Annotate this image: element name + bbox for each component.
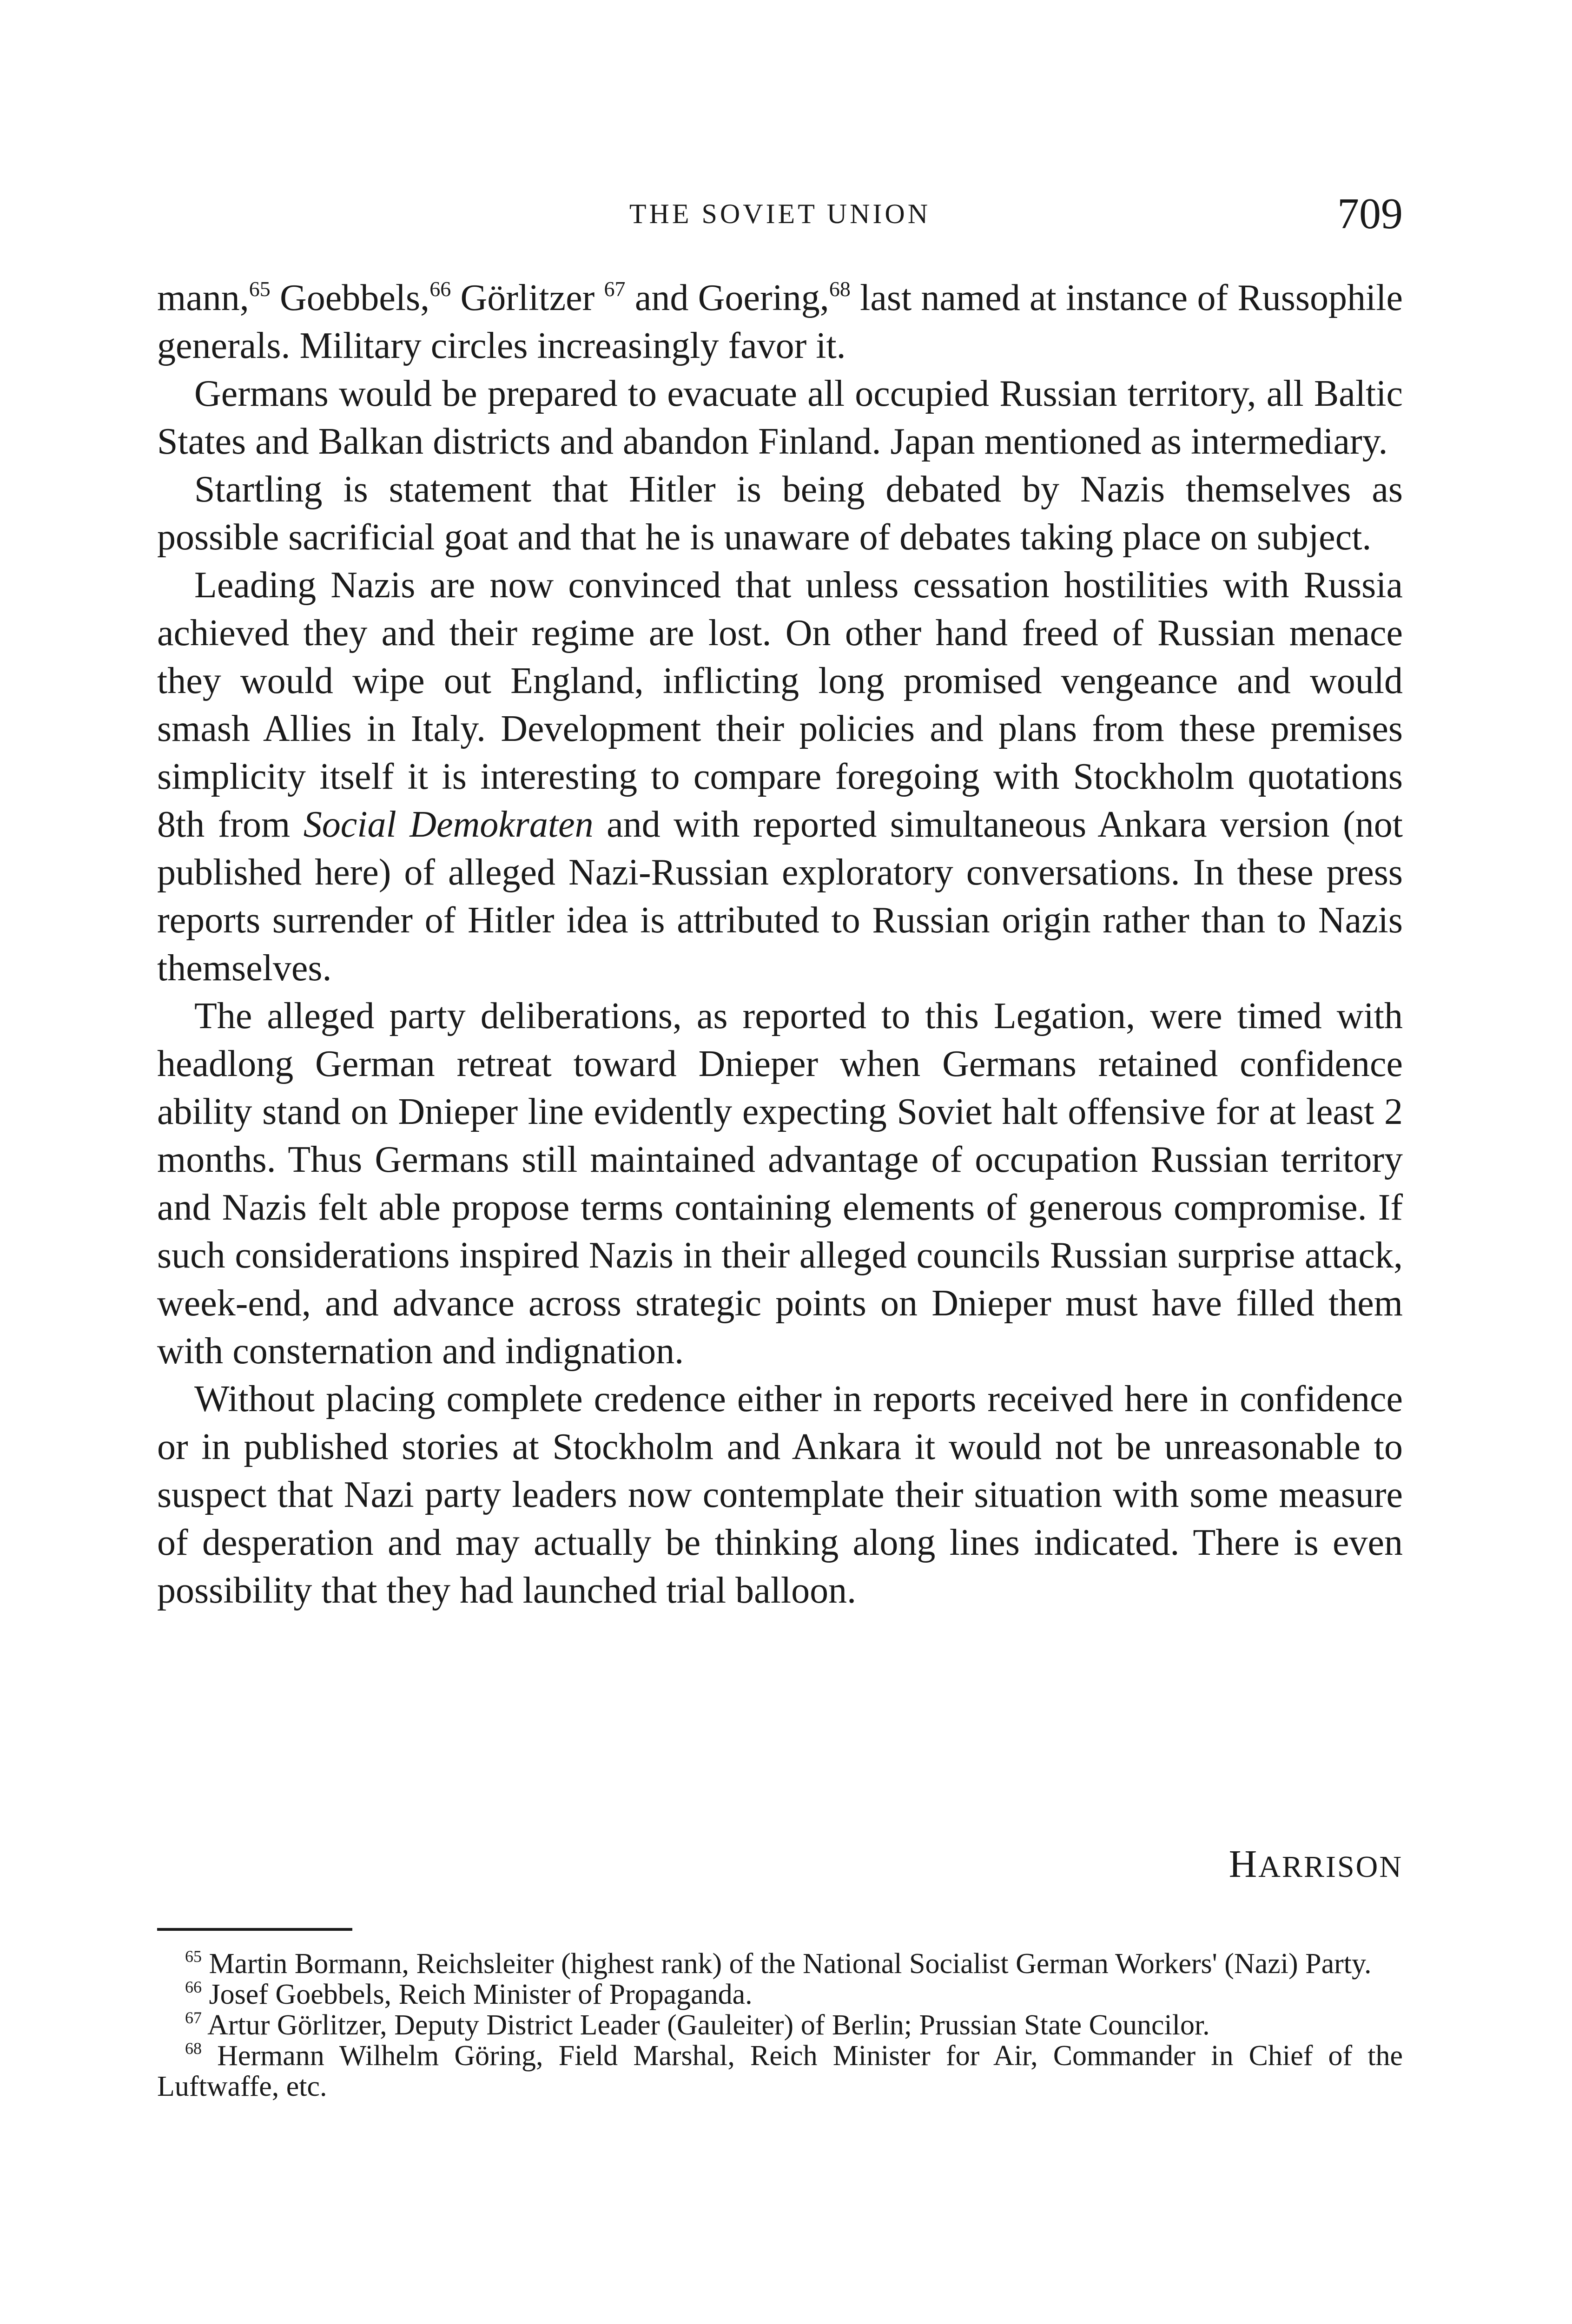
text-segment: mann, <box>157 277 249 318</box>
text-segment: Goebbels, <box>270 277 430 318</box>
footnote-text: Hermann Wilhelm Göring, Field Marshal, Reich Minister for Air, Commander in Chief of the Luftwaffe, etc. <box>157 2040 1403 2102</box>
footnote <box>157 1948 1403 1979</box>
paragraph <box>157 466 1403 561</box>
footnote <box>157 1979 1403 2010</box>
text-segment: Leading Nazis are now convinced that unless cessation hostilities with Russia achieved they and their regime are lost. On other hand freed of Russian menace they would wipe out England, inflicting long promised vengeance and would smash Allies in Italy. Development their policies and plans from these premises simplicity itself it is interesting to compare foregoing with Stockholm quotations 8th from <box>157 565 1403 845</box>
text-segment: Startling is statement that Hitler is being debated by Nazis themselves as possible sacrificial goat and that he is unaware of debates taking place on subject. <box>157 469 1403 558</box>
paragraph <box>157 274 1403 370</box>
paragraph <box>157 561 1403 992</box>
paragraph <box>157 1375 1403 1615</box>
page-number: 709 <box>1337 190 1403 238</box>
footnote-reference: 65 <box>249 277 271 301</box>
signature-rest: ARRISON <box>1258 1850 1403 1884</box>
footnote-marker: 67 <box>185 2008 202 2027</box>
text-segment: last named at instance of Russophile generals. Military circles increasingly favor it. <box>157 277 1403 366</box>
text-segment: The alleged party deliberations, as reported to this Legation, were timed with headlong German retreat toward Dnieper when Germans retained confidence ability stand on Dnieper line evidently expecting Soviet halt offensive for at least 2 months. Thus Germans still maintained advantage of occupation Russian territory and Nazis felt able propose terms containing elements of generous compromise. If such considerations inspired Nazis in their alleged councils Russian surprise attack, week-end, and advance across strategic points on Dnieper must have filled them with consternation and indignation. <box>157 996 1403 1372</box>
footnote-marker: 68 <box>185 2039 202 2058</box>
paragraph <box>157 370 1403 466</box>
italic-text: Social Demokraten <box>303 804 594 845</box>
footnotes <box>157 1948 1403 2102</box>
text-segment: Görlitzer <box>451 277 604 318</box>
text-segment: Germans would be prepared to evacuate all occupied Russian territory, all Baltic States and Balkan districts and abandon Finland. Japan mentioned as intermediary. <box>157 373 1403 462</box>
footnote-text: Josef Goebbels, Reich Minister of Propaganda. <box>209 1979 753 2010</box>
footnote-reference: 67 <box>604 277 626 301</box>
signature-initial: H <box>1229 1842 1259 1886</box>
text-segment: and Goering, <box>625 277 829 318</box>
footnote-reference: 66 <box>429 277 451 301</box>
footnote-text: Martin Bormann, Reichsleiter (highest rank) of the National Socialist German Workers' (Nazi) Party. <box>209 1948 1372 1980</box>
running-head: THE SOVIET UNION <box>629 198 931 229</box>
text-segment: and with reported simultaneous Ankara version (not published here) of alleged Nazi-Russian exploratory conversations. In these press reports surrender of Hitler idea is attributed to Russian origin rather than to Nazis themselves. <box>157 804 1403 989</box>
footnote <box>157 2040 1403 2102</box>
text-segment: Without placing complete credence either in reports received here in confidence or in published stories at Stockholm and Ankara it would not be unreasonable to suspect that Nazi party leaders now contemplate their situation with some measure of desperation and may actually be thinking along lines indicated. There is even possibility that they had launched trial balloon. <box>157 1379 1403 1611</box>
footnote-marker: 65 <box>185 1947 202 1966</box>
footnote-marker: 66 <box>185 1978 202 1996</box>
footnote-text: Artur Görlitzer, Deputy District Leader (Gauleiter) of Berlin; Prussian State Councilor. <box>207 2009 1210 2041</box>
paragraph <box>157 992 1403 1375</box>
footnote-rule <box>157 1928 352 1931</box>
footnote <box>157 2010 1403 2040</box>
footnote-reference: 68 <box>829 277 851 301</box>
signature <box>157 1842 1403 1887</box>
body-text <box>157 274 1403 1615</box>
page-header <box>157 190 1403 245</box>
